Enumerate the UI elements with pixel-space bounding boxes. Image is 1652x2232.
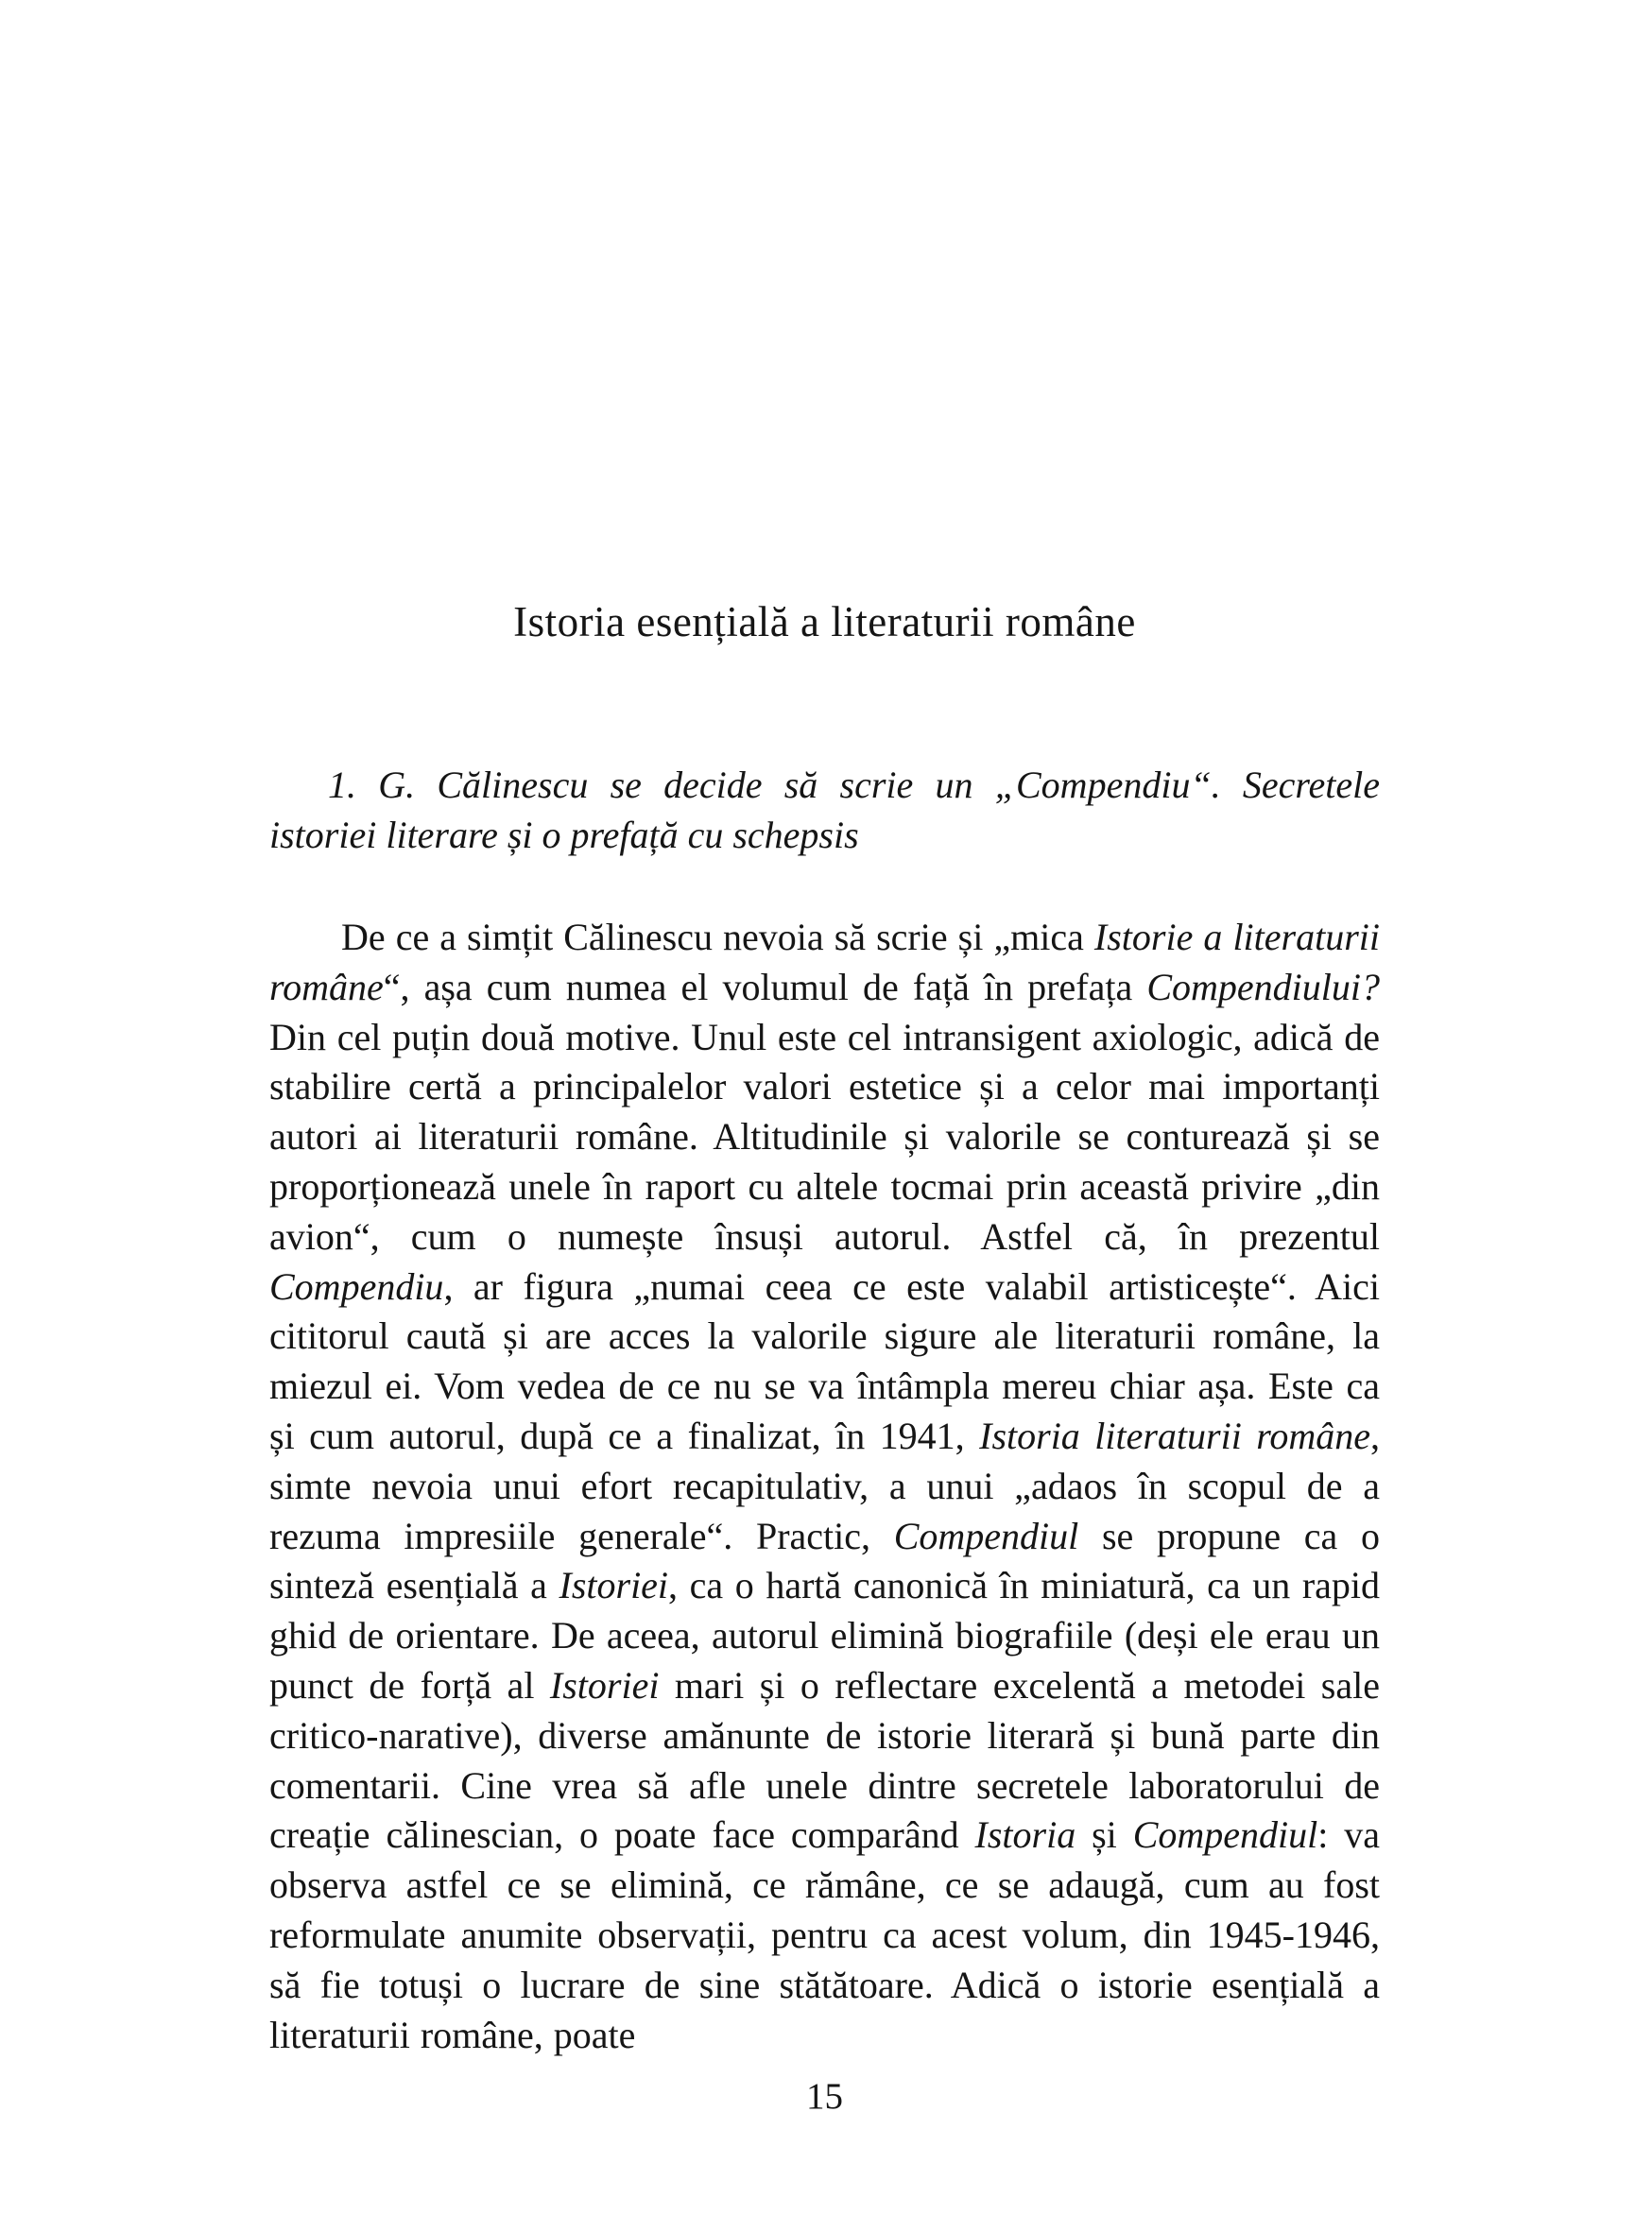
section-heading: 1. G. Călinescu se decide să scrie un „Compendiu“. Secretele istoriei literare și o prefață cu schepsis xyxy=(269,764,1380,856)
page-number: 15 xyxy=(806,2076,843,2117)
body-paragraph: De ce a simțit Călinescu nevoia să scrie și „mica Istorie a literaturii române“, așa cum numea el volumul de față în prefața Compendiului? Din cel puțin două motive. Unul este cel intransigent axiologic, adică de stabilire certă a principalelor valori estetice și a celor mai importanți autori ai literaturii române. Altitudinile și valorile se conturează și se proporționează unele în raport cu altele tocmai prin această privire „din avion“, cum o numește însuși autorul. Astfel că, în prezentul Compendiu, ar figura „numai ceea ce este valabil artisticește“. Aici cititorul caută și are acces la valorile sigure ale literaturii române, la miezul ei. Vom vedea de ce nu se va întâmpla mereu chiar așa. Este ca și cum autorul, după ce a finalizat, în 1941, Istoria literaturii române, simte nevoia unui efort recapitulativ, a unui „adaos în scopul de a rezuma impresiile generale“. Practic, Compendiul se propune ca o sinteză esențială a Istoriei, ca o hartă canonică în miniatură, ca un rapid ghid de orientare. De aceea, autorul elimină biografiile (deși ele erau un punct de forță al Istoriei mari și o reflectare excelentă a metodei sale critico-narative), diverse amănunte de istorie literară și bună parte din comentarii. Cine vrea să afle unele dintre secretele laboratorului de creație călinescian, o poate face comparând Istoria și Compendiul: va observa astfel ce se elimină, ce rămâne, ce se adaugă, cum au fost reformulate anumite observații, pentru ca acest volum, din 1945-1946, să fie totuși o lucrare de sine stătătoare. Adică o istorie esențială a literaturii române, poate xyxy=(269,916,1381,2056)
chapter-title: Istoria esențială a literaturii române xyxy=(513,598,1136,645)
